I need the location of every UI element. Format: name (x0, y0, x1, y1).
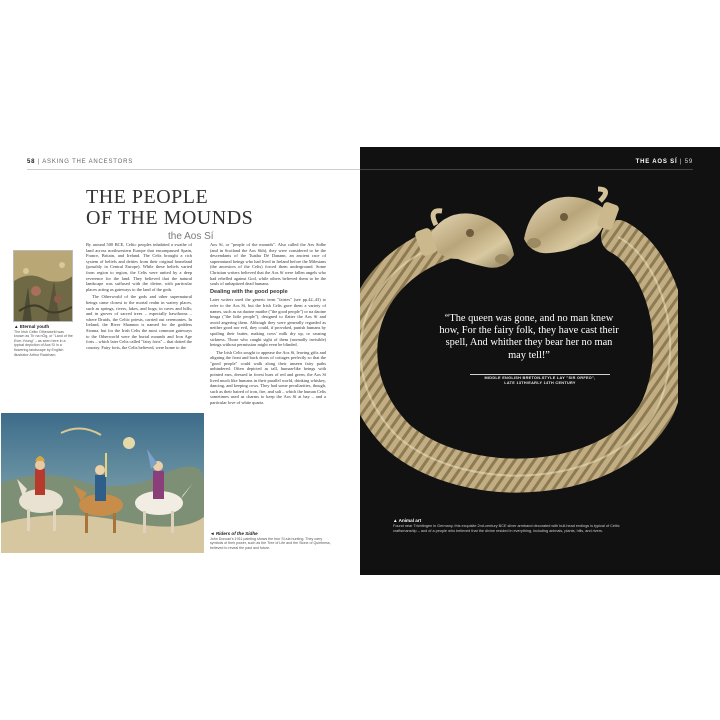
caption-riders-of-the-sidhe: ◄ Riders of the Sidhe John Duncan's 1911 painting shows the four Sí-sia hunting. They carry symbols of their power, such as the Tree of Life and the Stone of Quietness, believed to reveal the past and future. (210, 532, 334, 550)
right-page (360, 147, 720, 575)
page-title: THE PEOPLE OF THE MOUNDS (86, 186, 254, 229)
paragraph: By around 500 BCE, Celtic peoples inhabited a swathe of land across northwestern Europe that encompassed Spain, France, Britain, and Ireland. The Celts brought a rich system of beliefs and deities from their original homeland (possibly in Central Europe). While these beliefs varied from region to region, the Celts were united by a deep reverence for the land. They believed that the natural landscape was suffused with the divine, with particular places acting as gateways to the land of the gods. (86, 242, 192, 292)
running-header-left: ASKING THE ANCESTORS (42, 159, 134, 165)
eternal-youth-illustration (13, 250, 73, 322)
caption-eternal-youth: ▲ Eternal youth The Irish Celtic Otherworld was known as Tír na nÓg, or "Land of the Ever-Young" – as seen here in a typical depiction of Aos Sí in a flowering landscape by English illustrator Arthur Rackham. (14, 324, 73, 357)
caption-title: ▲ Eternal youth (14, 324, 50, 329)
book-spread (0, 147, 720, 575)
caption-animal-art: ▲ Animal art Found near Trichtingen in Germany, this exquisite 2nd-century BCE silver armband decorated with bull-head endings is typical of Celtic craftsmanship – and of a people who believed that the divine resided in everything, including animals, plants, hills, and rivers. (393, 519, 638, 533)
paragraph: Later writers used the generic term "fairies" (see pp.42–43) to refer to the Aos Sí, but the Irish Celts gave them a variety of names, such as na daoine maithe ("the good people") or na daoine beaga ("the little people"), designed to flatter the Aos Sí and avoid angering them. Although they were generally regarded as neither good nor evil, they could, if provoked, punish humans by spoiling their butter, making cows' milk dry up, or causing sickness. Those who caught sight of them (normally invisible) beings without permission might even be blinded. (210, 297, 326, 348)
page-number-right: 59 (684, 159, 693, 165)
folio-rule-left (27, 169, 360, 170)
running-header-right: THE AOS SÍ (635, 159, 678, 165)
body-column-2 (210, 242, 326, 408)
paragraph: The Irish Celts sought to appease the Aos Sí, leaving gifts and aligning the front and back doors of cottages perfectly so that the "good people" could walk along their unseen fairy paths unhindered. Often depicted as tall, human-like beings with pointed ears, dressed in forest hues of red and green, the Aos Sí lived much like humans in their parallel world, drinking whiskey, dancing, and keeping cows. They had some peculiarities, though, such as their hatred of iron, fire, and salt – which the human Celts sometimes used as charms to keep the Aos Sí at bay – and a particular love of white quartz. (210, 349, 326, 406)
quote-attribution: MIDDLE ENGLISH BRETON-STYLE LAY "SIR ORFEO", LATE 13TH/EARLY 14TH CENTURY (484, 376, 596, 385)
body-column-1 (86, 242, 192, 352)
section-heading: Dealing with the good people (210, 288, 288, 295)
paragraph: The Otherworld of the gods and other supernatural beings came closest to the mortal realm in watery places, such as springs, rivers, lakes, and bogs; in caves and hills; and in groves of sacred trees – especially hawthorns – where Druids, the Celtic priests, carried out ceremonies. In Ireland, the River Shannon is named for the goddess Sionna, but for the Irish Celts the most common gateways to the Otherworld were the burial mounds and Iron Age forts – which later Celts called "fairy forts" – that dotted the country. Fairy forts, the Celts believed, were home to the (86, 294, 192, 350)
folio-left: 58 | ASKING THE ANCESTORS (27, 159, 134, 165)
paragraph: Aos Sí, or "people of the mounds". Also called the Aes Sidhe (and in Scotland the Aos Sìth), they were considered to be the descendants of the Tuatha Dé Danann, an ancient race of supernatural beings who had lived in Ireland before the Milesians (the ancestors of the Celts) forced them underground. Some Christian writers believed that the Aos Sí were fallen angels who had rebelled against God, while others believed them to be the souls of unbaptized dead humans. (210, 242, 326, 287)
page-subtitle: the Aos Sí (168, 231, 214, 242)
page-number-left: 58 (27, 159, 36, 165)
caption-title: ◄ Riders of the Sidhe (210, 531, 258, 536)
left-page (0, 147, 360, 575)
folio-right: THE AOS SÍ | 59 (635, 159, 693, 165)
caption-title: ▲ Animal art (393, 518, 422, 523)
quote-rule (470, 374, 610, 375)
pull-quote: “The queen was gone, and no man knew how, For the fairy folk, they have cast their spell, And whither they bear her no man may tell!” (439, 313, 619, 361)
riders-of-the-sidhe-painting (1, 413, 204, 553)
